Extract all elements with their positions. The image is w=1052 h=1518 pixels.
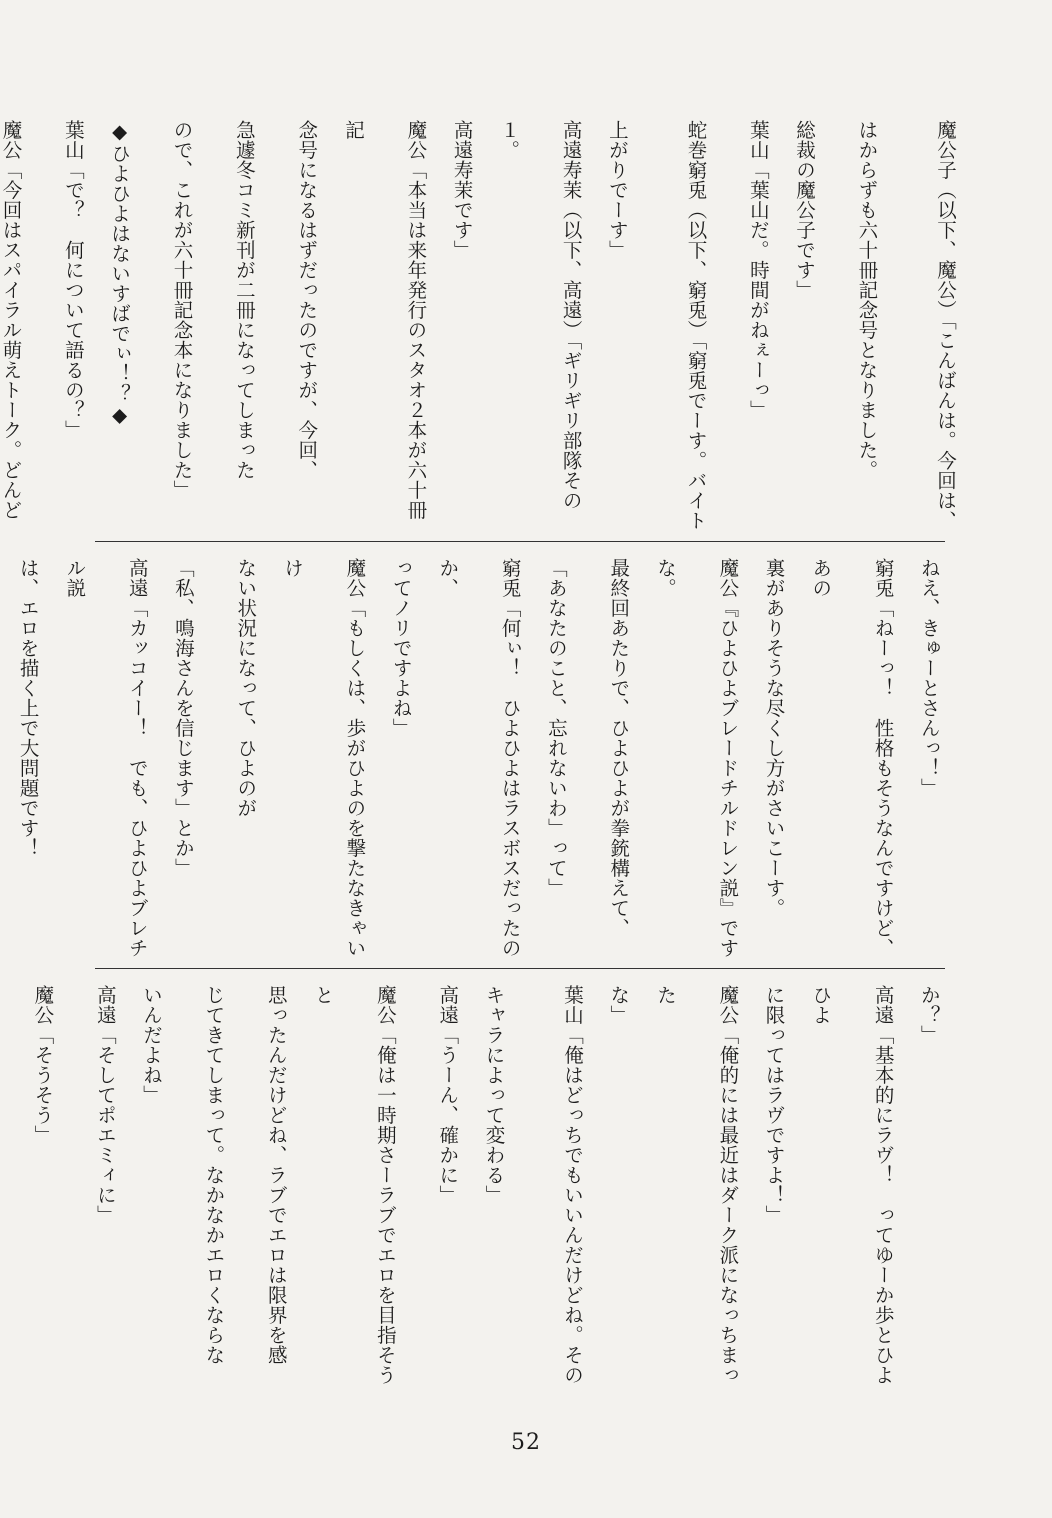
speaker-name: 魔公 (716, 558, 740, 598)
dialogue-line (88, 120, 150, 538)
speaker-name: 高遠 (436, 985, 460, 1025)
dialogue-line (742, 558, 804, 963)
dialogue-text: 「本当は来年発行のスタオ２本が六十冊記 (341, 120, 428, 520)
speaker-name: 魔公 (373, 985, 397, 1025)
dialogue-text: 思ったんだけどね、ラブでエロは限界を感 (264, 985, 288, 1365)
dialogue-line (59, 558, 152, 963)
speaker-name: 高遠 (93, 985, 117, 1025)
divider-rule (95, 968, 945, 969)
dialogue-text: 「そしてポエミィに」 (93, 1025, 117, 1225)
dialogue-text: ない状況になって、ひよのが (234, 558, 258, 818)
speaker-name: 高遠 (871, 985, 895, 1025)
dialogue-line (26, 120, 88, 538)
dialogue-line (120, 985, 182, 1390)
speaker-name: 葉山 (61, 120, 85, 160)
dialogue-line (648, 120, 710, 538)
dialogue-line (214, 558, 276, 963)
dialogue-line (57, 985, 119, 1390)
speaker-name: 魔公子 (934, 120, 957, 180)
dialogue-text: 念号になるはずだったのですが、今回、 (295, 120, 319, 480)
dialogue-line (493, 120, 586, 538)
dialogue-text: 裏がありそうな尽くし方がさいこーす。 (762, 558, 786, 918)
dialogue-text: 『ひよひよブレードチルドレン説』ですな。 (653, 558, 740, 958)
dialogue-text: 「カッコイー！ でも、ひよひよブレチル説 (63, 558, 149, 958)
speaker-name: 窮兎 (498, 558, 522, 598)
dialogue-line (773, 120, 835, 538)
text-block-top (0, 120, 960, 538)
dialogue-line (649, 985, 742, 1390)
text-block-middle (16, 558, 960, 963)
dialogue-text: ねえ、きゅーとさんっ！」 (917, 558, 941, 798)
dialogue-text: （以下、魔公）「こんばんは。今回は、 (934, 180, 957, 531)
dialogue-text: いんだよね」 (140, 985, 163, 1105)
speaker-name: 窮兎 (871, 558, 895, 598)
dialogue-line (213, 120, 275, 538)
dialogue-text: じてきてしまって。なかなかエロくならな (202, 985, 226, 1365)
dialogue-line (245, 985, 307, 1390)
dialogue-text: 「俺は一時期さーラブでエロを目指そうと (311, 985, 397, 1385)
divider-rule (95, 541, 945, 542)
dialogue-text: ので、これが六十冊記念本になりました」 (170, 120, 194, 500)
dialogue-text: 総裁の魔公子です」 (793, 120, 817, 300)
dialogue-text: 最終回あたりで、ひよひよが拳銃構えて、 (607, 558, 631, 938)
dialogue-line (898, 985, 960, 1390)
dialogue-line (805, 985, 898, 1390)
dialogue-line (337, 120, 430, 538)
dialogue-line (649, 558, 742, 963)
dialogue-line (587, 985, 649, 1390)
dialogue-line (525, 558, 587, 963)
dialogue-text: 「もしくは、歩がひよのを撃たなきゃいけ (280, 558, 367, 958)
dialogue-line (369, 558, 431, 963)
speaker-name: 魔公 (404, 120, 428, 160)
dialogue-line (898, 558, 960, 963)
dialogue-text: 「俺的には最近はダーク派になっちまった (653, 985, 740, 1385)
dialogue-text: （以下、高遠）「ギリギリ部隊その１。 (497, 120, 583, 511)
dialogue-line (835, 120, 897, 538)
dialogue-text: 「俺はどっちでもいいんだけどね。その (561, 1025, 585, 1385)
dialogue-line (710, 120, 772, 538)
dialogue-text: 「私、鳴海さんを信じます」とか」 (171, 558, 195, 878)
dialogue-line (150, 120, 212, 538)
dialogue-text: は、エロを描く上で大問題です！ (16, 558, 40, 858)
dialogue-line (742, 985, 804, 1390)
dialogue-text: 「基本的にラヴ！ ってゆーか歩とひよひよ (809, 985, 895, 1385)
dialogue-line (432, 558, 525, 963)
dialogue-line (182, 985, 244, 1390)
dialogue-text: ◆ひよひよはないすばでぃ！？◆ (108, 120, 132, 427)
dialogue-text: 「何ぃ！ ひよひよはラスボスだったのか、 (436, 558, 522, 958)
dialogue-line (152, 558, 214, 963)
speaker-name: 高遠寿茉 (559, 120, 583, 200)
text-block-bottom (31, 985, 960, 1390)
dialogue-text: 「そうそう」 (31, 1025, 55, 1145)
dialogue-line (430, 120, 492, 538)
dialogue-line (898, 120, 960, 538)
dialogue-line (0, 120, 26, 538)
dialogue-line (805, 558, 898, 963)
speaker-name: 葉山 (746, 120, 770, 160)
dialogue-text: 上がりでーす」 (605, 120, 629, 260)
dialogue-line (276, 558, 369, 963)
dialogue-text: 「葉山だ。時間がねぇーっ」 (746, 160, 770, 420)
dialogue-text: 高遠寿茉です」 (450, 120, 474, 260)
dialogue-text: 「で？ 何について語るの？」 (61, 160, 85, 440)
dialogue-text: 急遽冬コミ新刊が二冊になってしまった (232, 120, 256, 480)
dialogue-line (275, 120, 337, 538)
dialogue-text: 「今回はスパイラル萌えトーク。どんど (0, 160, 23, 520)
speaker-name: 魔公 (716, 985, 740, 1025)
speaker-name: 魔公 (343, 558, 367, 598)
dialogue-line (307, 985, 400, 1390)
speaker-name: 葉山 (561, 985, 585, 1025)
dialogue-line (0, 985, 57, 1390)
dialogue-line (587, 558, 649, 963)
dialogue-text: 「うーん、確かに」 (436, 1025, 460, 1205)
dialogue-line (586, 120, 648, 538)
dialogue-text: な」 (607, 985, 631, 1025)
speaker-name: 蛇巻窮兎 (684, 120, 708, 200)
dialogue-line (462, 985, 524, 1390)
dialogue-text: に限ってはラヴですよ！」 (762, 985, 786, 1225)
dialogue-text: 「ねーっ！ 性格もそうなんですけど、あの (809, 558, 895, 958)
dialogue-line (525, 985, 587, 1390)
dialogue-text: 「あなたのこと、忘れないわ」って」 (544, 558, 568, 898)
dialogue-text: キャラによって変わる」 (482, 985, 506, 1205)
page-number: 52 (511, 1430, 541, 1455)
dialogue-line (400, 985, 462, 1390)
dialogue-text: （以下、窮兎）「窮兎でーす。バイト (684, 200, 708, 531)
dialogue-line (0, 558, 59, 963)
dialogue-text: はからずも六十冊記念号となりました。 (855, 120, 879, 480)
dialogue-text: ってノリですよね」 (389, 558, 413, 738)
speaker-name: 魔公 (31, 985, 55, 1025)
speaker-name: 高遠 (125, 558, 149, 598)
speaker-name: 魔公 (0, 120, 23, 160)
dialogue-text: か？」 (917, 985, 941, 1045)
